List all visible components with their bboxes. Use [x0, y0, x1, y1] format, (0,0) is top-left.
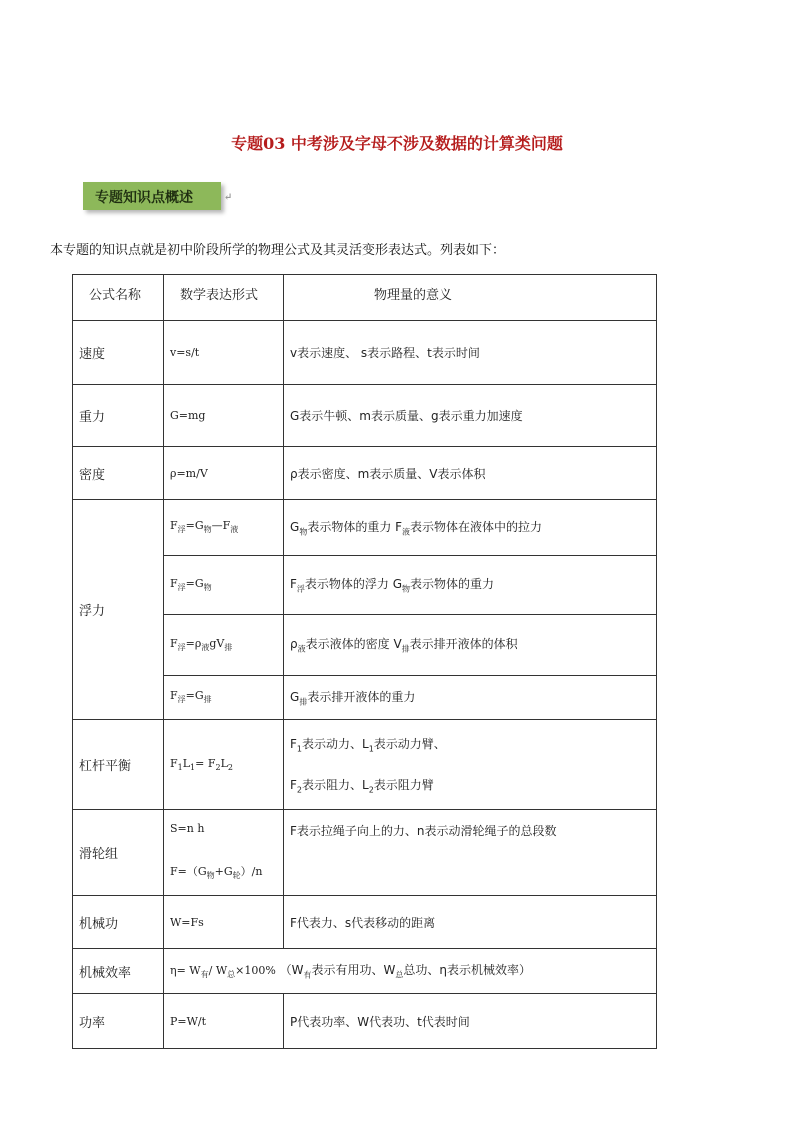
page-title: 专题03 中考涉及字母不涉及数据的计算类问题 — [231, 134, 563, 153]
header-formula-expression: 数学表达形式 — [164, 275, 284, 321]
row-meaning: $F_1$表示动力、$L_1$表示动力臂、 $F_2$表示阻力、$L_2$表示阻力臂 — [284, 720, 657, 810]
row-meaning: P代表功率、W代表功、t代表时间 — [284, 994, 657, 1049]
section-badge-label: 专题知识点概述 — [95, 190, 193, 206]
row-name: 重力 — [73, 385, 164, 447]
table-row — [73, 500, 657, 556]
row-name: 功率 — [73, 994, 164, 1049]
row-formula: $F_浮=\rho_液gV_排$ — [164, 615, 284, 676]
row-formula: $F_浮=G_物—F_液$ — [164, 500, 284, 556]
row-meaning: $G_物$表示物体的重力 $F_液$表示物体在液体中的拉力 — [284, 500, 657, 556]
row-formula: G=mg — [164, 385, 284, 447]
row-formula: v=s/t — [164, 321, 284, 385]
row-name: 密度 — [73, 447, 164, 500]
pulley-formula-force: $F=(G_物+G_轮)/n$ — [170, 865, 263, 881]
row-name: 机械功 — [73, 896, 164, 949]
row-formula: ρ=m/V — [164, 447, 284, 500]
row-name: 滑轮组 — [73, 810, 164, 896]
row-name: 杠杆平衡 — [73, 720, 164, 810]
formula-table — [72, 274, 657, 1049]
row-meaning: ρ表示密度、m表示质量、V表示体积 — [284, 447, 657, 500]
table-header-row — [73, 275, 657, 321]
row-meaning: F代表力、s代表移动的距离 — [284, 896, 657, 949]
pulley-formula-distance: S=n h — [170, 822, 205, 835]
row-meaning: $F_浮$表示物体的浮力 $G_物$表示物体的重力 — [284, 556, 657, 615]
table-row — [73, 896, 657, 949]
row-meaning: F表示拉绳子向上的力、n表示动滑轮绳子的总段数 — [284, 810, 657, 896]
table-row — [73, 949, 657, 994]
row-meaning: v表示速度、 s表示路程、t表示时间 — [284, 321, 657, 385]
header-meaning: 物理量的意义 — [284, 275, 657, 321]
return-mark-icon: ↵ — [224, 192, 233, 203]
table-row — [73, 447, 657, 500]
header-formula-name: 公式名称 — [73, 275, 164, 321]
row-formula: W=Fs — [164, 896, 284, 949]
row-formula: $F_浮=G_物$ — [164, 556, 284, 615]
row-name: 浮力 — [73, 500, 164, 720]
row-name: 速度 — [73, 321, 164, 385]
row-name: 机械效率 — [73, 949, 164, 994]
row-meaning: $\rho_液$表示液体的密度 $V_排$表示排开液体的体积 — [284, 615, 657, 676]
table-row — [73, 994, 657, 1049]
row-formula: P=W/t — [164, 994, 284, 1049]
table-row — [73, 810, 657, 896]
section-badge — [83, 182, 233, 210]
table-row — [73, 385, 657, 447]
row-meaning: $G_排$表示排开液体的重力 — [284, 676, 657, 720]
table-row — [73, 720, 657, 810]
row-formula: $\eta= W_有/$ $W_总\times 100\%$ （$W_有$表示有用功、$W_总$总功、η表示机械效率） — [164, 949, 657, 994]
table-row — [73, 321, 657, 385]
intro-paragraph: 本专题的知识点就是初中阶段所学的物理公式及其灵活变形表达式。列表如下： — [50, 243, 506, 258]
row-formula: $F_浮=G_排$ — [164, 676, 284, 720]
row-meaning: G表示牛顿、m表示质量、g表示重力加速度 — [284, 385, 657, 447]
row-formula: $F_1L_1= F_2L_2$ — [164, 720, 284, 810]
row-formula — [164, 810, 284, 896]
